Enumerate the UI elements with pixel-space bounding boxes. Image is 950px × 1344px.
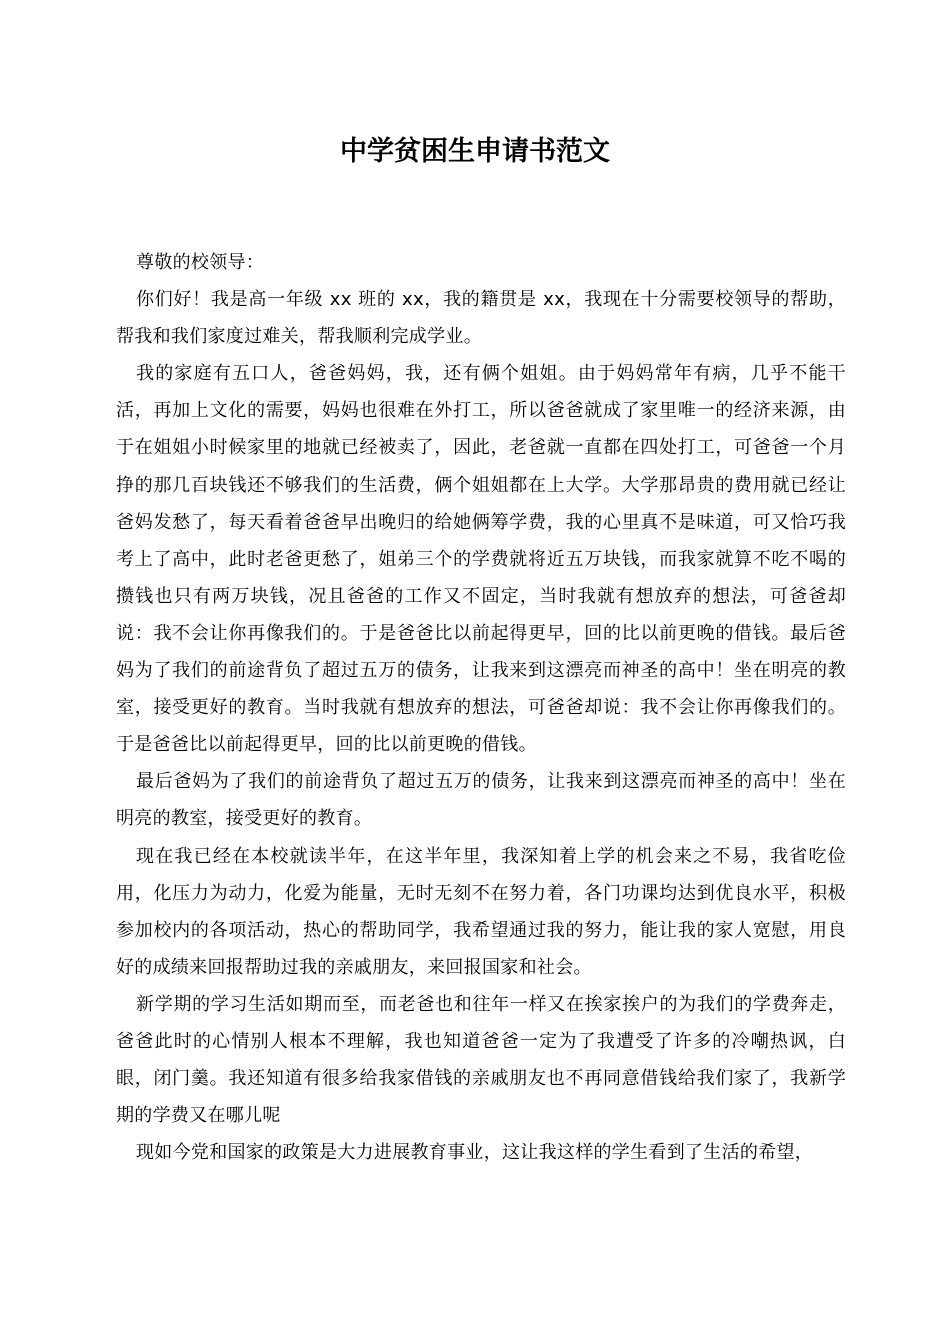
salutation: 尊敬的校领导： [136,252,265,273]
paragraph: 现如今党和国家的政策是大力进展教育事业，这让我这样的学生看到了生活的希望， [136,1142,814,1164]
document-body [116,244,846,1171]
paragraph: 最后爸妈为了我们的前途背负了超过五万的债务，让我来到这漂亮而神圣的高中！坐在明亮的教室，接受更好的教育。 [116,771,846,830]
paragraph: 现在我已经在本校就读半年，在这半年里，我深知着上学的机会来之不易，我省吃俭用，化压力为动力，化爱为能量，无时无刻不在努力着，各门功课均达到优良水平，积极参加校内的各项活动，热心的帮助同学，我希望通过我的努力，能让我的家人宽慰，用良好的成绩来回报帮助过我的亲戚朋友，来回报国家和社会。 [116,845,846,978]
paragraph: 我的家庭有五口人，爸爸妈妈，我，还有俩个姐姐。由于妈妈常年有病，几乎不能干活，再加上文化的需要，妈妈也很难在外打工，所以爸爸就成了家里唯一的经济来源，由于在姐姐小时候家里的地就已经被卖了，因此，老爸就一直都在四处打工，可爸爸一个月挣的那几百块钱还不够我们的生活费，俩个姐姐都在上大学。大学那昂贵的费用就已经让爸妈发愁了，每天看着爸爸早出晚归的给她俩筹学费，我的心里真不是味道，可又恰巧我考上了高中，此时老爸更愁了，姐弟三个的学费就将近五万块钱，而我家就算不吃不喝的攒钱也只有两万块钱，况且爸爸的工作又不固定，当时我就有想放弃的想法，可爸爸却说：我不会让你再像我们的。于是爸爸比以前起得更早，回的比以前更晚的借钱。最后爸妈为了我们的前途背负了超过五万的债务，让我来到这漂亮而神圣的高中！坐在明亮的教室，接受更好的教育。当时我就有想放弃的想法，可爸爸却说：我不会让你再像我们的。于是爸爸比以前起得更早，回的比以前更晚的借钱。 [116,363,846,756]
paragraph: 你们好！我是高一年级 xx 班的 xx，我的籍贯是 xx，我现在十分需要校领导的帮助，帮我和我们家度过难关，帮我顺利完成学业。 [116,289,846,348]
paragraph: 新学期的学习生活如期而至，而老爸也和往年一样又在挨家挨户的为我们的学费奔走，爸爸此时的心情别人根本不理解，我也知道爸爸一定为了我遭受了许多的冷嘲热讽，白眼，闭门羹。我还知道有很多给我家借钱的亲戚朋友也不再同意借钱给我们家了，我新学期的学费又在哪儿呢 [116,993,846,1127]
document-title: 中学贫困生申请书范文 [340,136,610,167]
